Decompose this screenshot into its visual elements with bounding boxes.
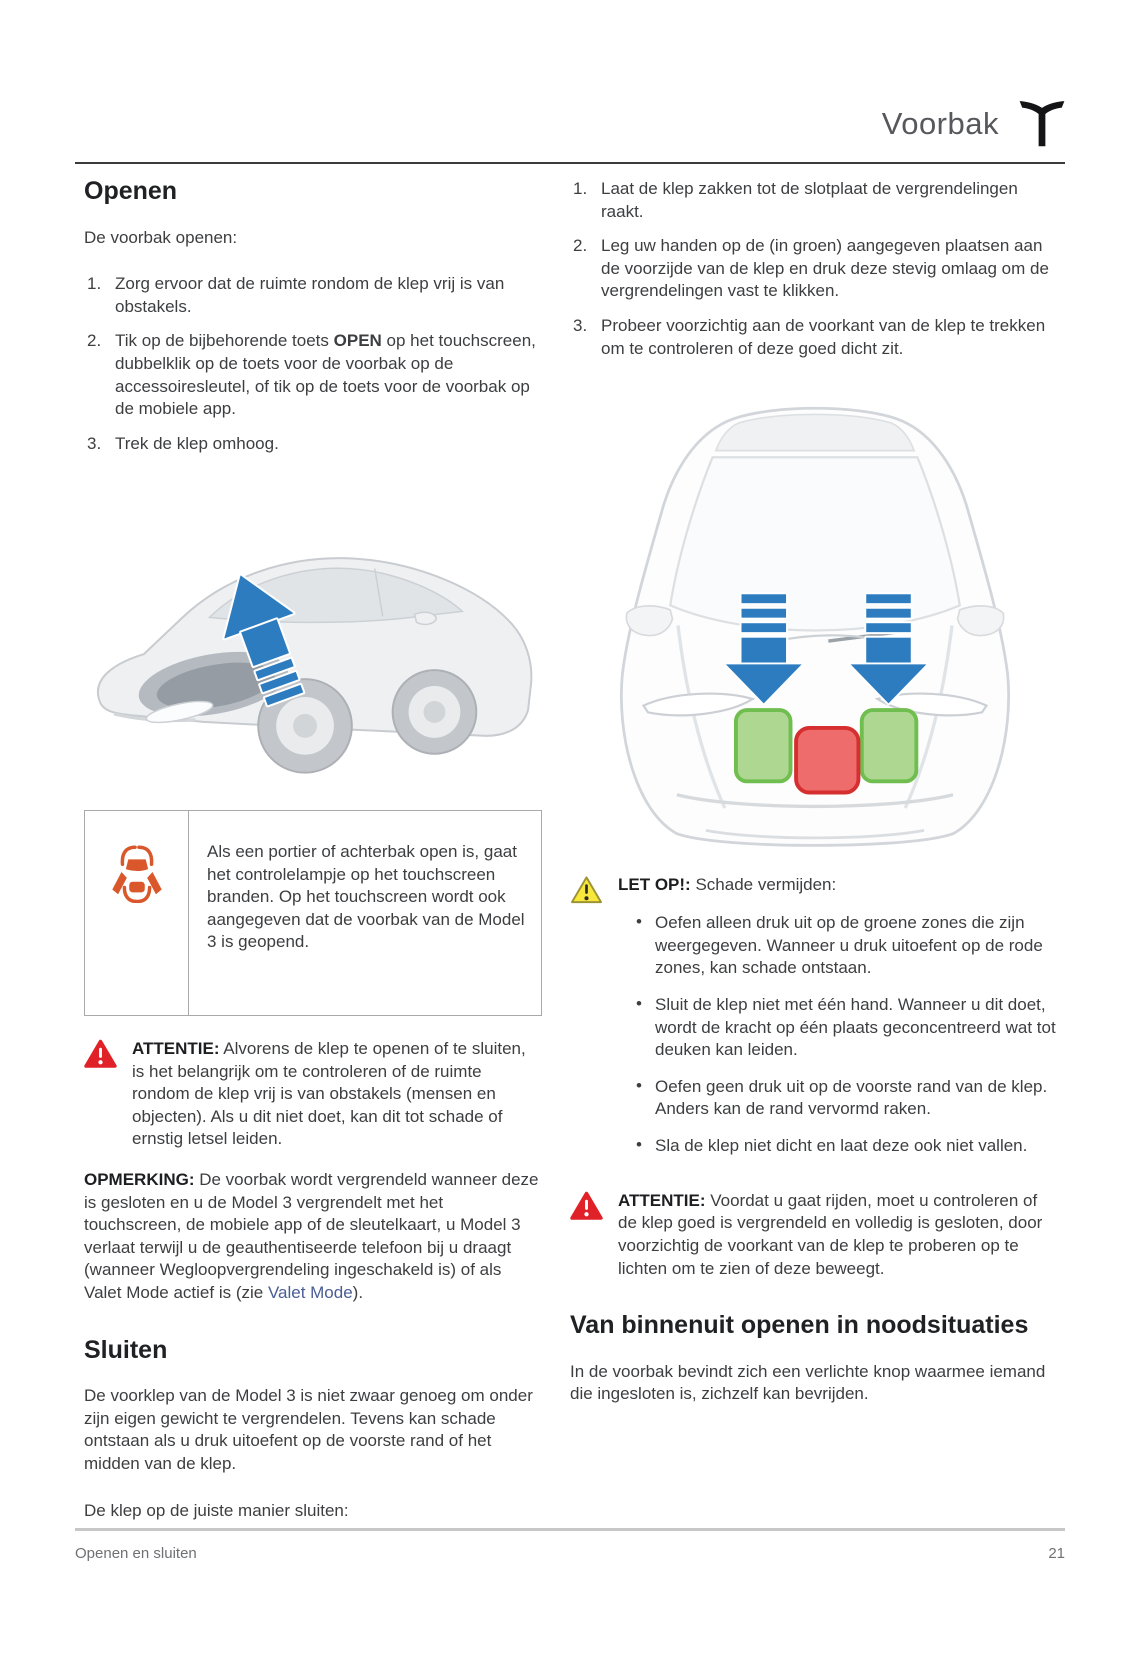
caution-triangle-icon: [570, 874, 603, 1172]
open-button-label: OPEN: [333, 331, 382, 351]
valet-mode-link[interactable]: Valet Mode: [267, 1283, 353, 1303]
attention-warning-open: [84, 1038, 542, 1151]
close-step-2: Leg uw handen op de (in groen) aangegeven plaatsen aan de voorzijde van de klep en druk deze stevig omlaag om de vergrendelingen vast te klikken.: [601, 236, 1049, 301]
caution-bullet-4: • Sla de klep niet dicht en laat deze ook niet vallen.: [634, 1135, 1060, 1158]
close-paragraph-1: De voorklep van de Model 3 is niet zwaar genoeg om onder zijn eigen gewicht te vergrendelen. Tevens kan schade ontstaan als u druk uitoefent op de voorste rand of het midden van de klep.: [84, 1386, 533, 1473]
close-step-1: Laat de klep zakken tot de slotplaat de vergrendelingen raakt.: [601, 179, 1018, 221]
right-column: [570, 176, 1060, 1423]
green-press-zone: [736, 710, 791, 781]
caution-block: [570, 874, 1060, 1172]
close-paragraph-2: De klep op de juiste manier sluiten:: [84, 1500, 349, 1520]
footer-section-title: Openen en sluiten: [75, 1545, 197, 1562]
model3-side-illustration: [84, 469, 542, 798]
red-no-press-zone: [796, 728, 858, 793]
open-step-3: Trek de klep omhoog.: [115, 433, 279, 453]
warning-triangle-icon: [570, 1190, 603, 1280]
open-section-heading: Openen: [84, 177, 178, 205]
warning-triangle-icon: [84, 1038, 117, 1151]
caution-bullet-list: [634, 912, 1060, 1157]
page-title: Voorbak: [881, 106, 999, 141]
model3-front-illustration: [570, 376, 1060, 859]
door-open-info-box: [84, 810, 542, 1016]
page-header: [75, 98, 1065, 164]
footer-page-number: 21: [1048, 1545, 1065, 1562]
close-steps-list: [570, 178, 1060, 360]
door-open-info-text: Als een portier of achterbak open is, gaat het controlelampje op het touchscreen branden. Op het touchscreen wordt ook aangegeven dat de voorbak van de Model 3 is geopend.: [207, 841, 525, 952]
left-column: [84, 176, 542, 1539]
tesla-logo-icon: [1019, 98, 1065, 150]
caution-bullet-3: • Oefen geen druk uit op de voorste rand van de klep. Anders kan de rand vervormd raken.: [634, 1076, 1060, 1121]
emergency-paragraph: In de voorbak bevindt zich een verlichte knop waarmee iemand die ingesloten is, zichzelf kan bevrijden.: [570, 1361, 1046, 1404]
attention-warning-open-text: ATTENTIE: Alvorens de klep te openen of te sluiten, is het belangrijk om te controleren of de ruimte rondom de klep vrij is van obstakels (mensen en objecten). Als u dit niet doet, kan dit tot schade of ernstig letsel leiden.: [132, 1038, 526, 1149]
attention-warning-drive: [570, 1190, 1060, 1280]
emergency-section-heading: Van binnenuit openen in noodsituaties: [570, 1311, 1029, 1340]
page-footer: [75, 1528, 1065, 1562]
caution-bullet-2: • Sluit de klep niet met één hand. Wanneer u dit doet, wordt de kracht op één plaats geconcentreerd wat tot deuken kan leiden.: [634, 994, 1060, 1062]
caution-bullet-1: • Oefen alleen druk uit op de groene zones die zijn weergegeven. Wanneer u druk uitoefent op de rode zones, kan schade ontstaan.: [634, 912, 1060, 980]
lock-note: OPMERKING: De voorbak wordt vergrendeld wanneer deze is gesloten en u de Model 3 vergrendelt met het touchscreen, de mobiele app of de sleutelkaart, u Model 3 verlaat terwijl u de geauthentiseerde telefoon bij u draagt (wanneer Wegloopvergrendeling ingeschakeld is) of als Valet Mode actief is (zie Valet Mode).: [84, 1169, 539, 1303]
open-intro: De voorbak openen:: [84, 227, 238, 247]
close-step-3: Probeer voorzichtig aan de voorkant van de klep te trekken om te controleren of deze goed dicht zit.: [601, 316, 1046, 358]
green-press-zone: [862, 710, 917, 781]
close-section-heading: Sluiten: [84, 1335, 168, 1364]
open-step-2: Tik op de bijbehorende toets OPEN op het touchscreen, dubbelklik op de toets voor de voorbak op de accessoiresleutel, of tik op de toets voor de voorbak op de mobiele app.: [115, 331, 536, 419]
content-columns: [84, 176, 1060, 1539]
attention-warning-drive-text: ATTENTIE: Voordat u gaat rijden, moet u controleren of de klep goed is vergrendeld en volledig is gesloten, door voorzichtig de voorkant van de klep te proberen op te lichten om te zien of deze beweegt.: [618, 1190, 1043, 1278]
door-open-indicator-icon: [85, 811, 189, 1015]
caution-block-text: LET OP!: Schade vermijden: • Oefen alleen druk uit op de groene zones die zijn weergegeven. Wanneer u druk uitoefent op de rode zones, kan schade ontstaan. • Sluit de klep niet met één hand. Wanneer u dit doet, wordt de kracht op één plaats geconcentreerd wat tot deuken kan leiden. • Oefen geen druk uit op de voorste rand van de klep. Anders kan de rand vervormd raken. • Sla de klep niet dicht en laat deze ook niet vallen.: [618, 874, 1060, 1172]
open-step-1: Zorg ervoor dat de ruimte rondom de klep vrij is van obstakels.: [115, 274, 505, 316]
open-steps-list: [84, 273, 542, 455]
